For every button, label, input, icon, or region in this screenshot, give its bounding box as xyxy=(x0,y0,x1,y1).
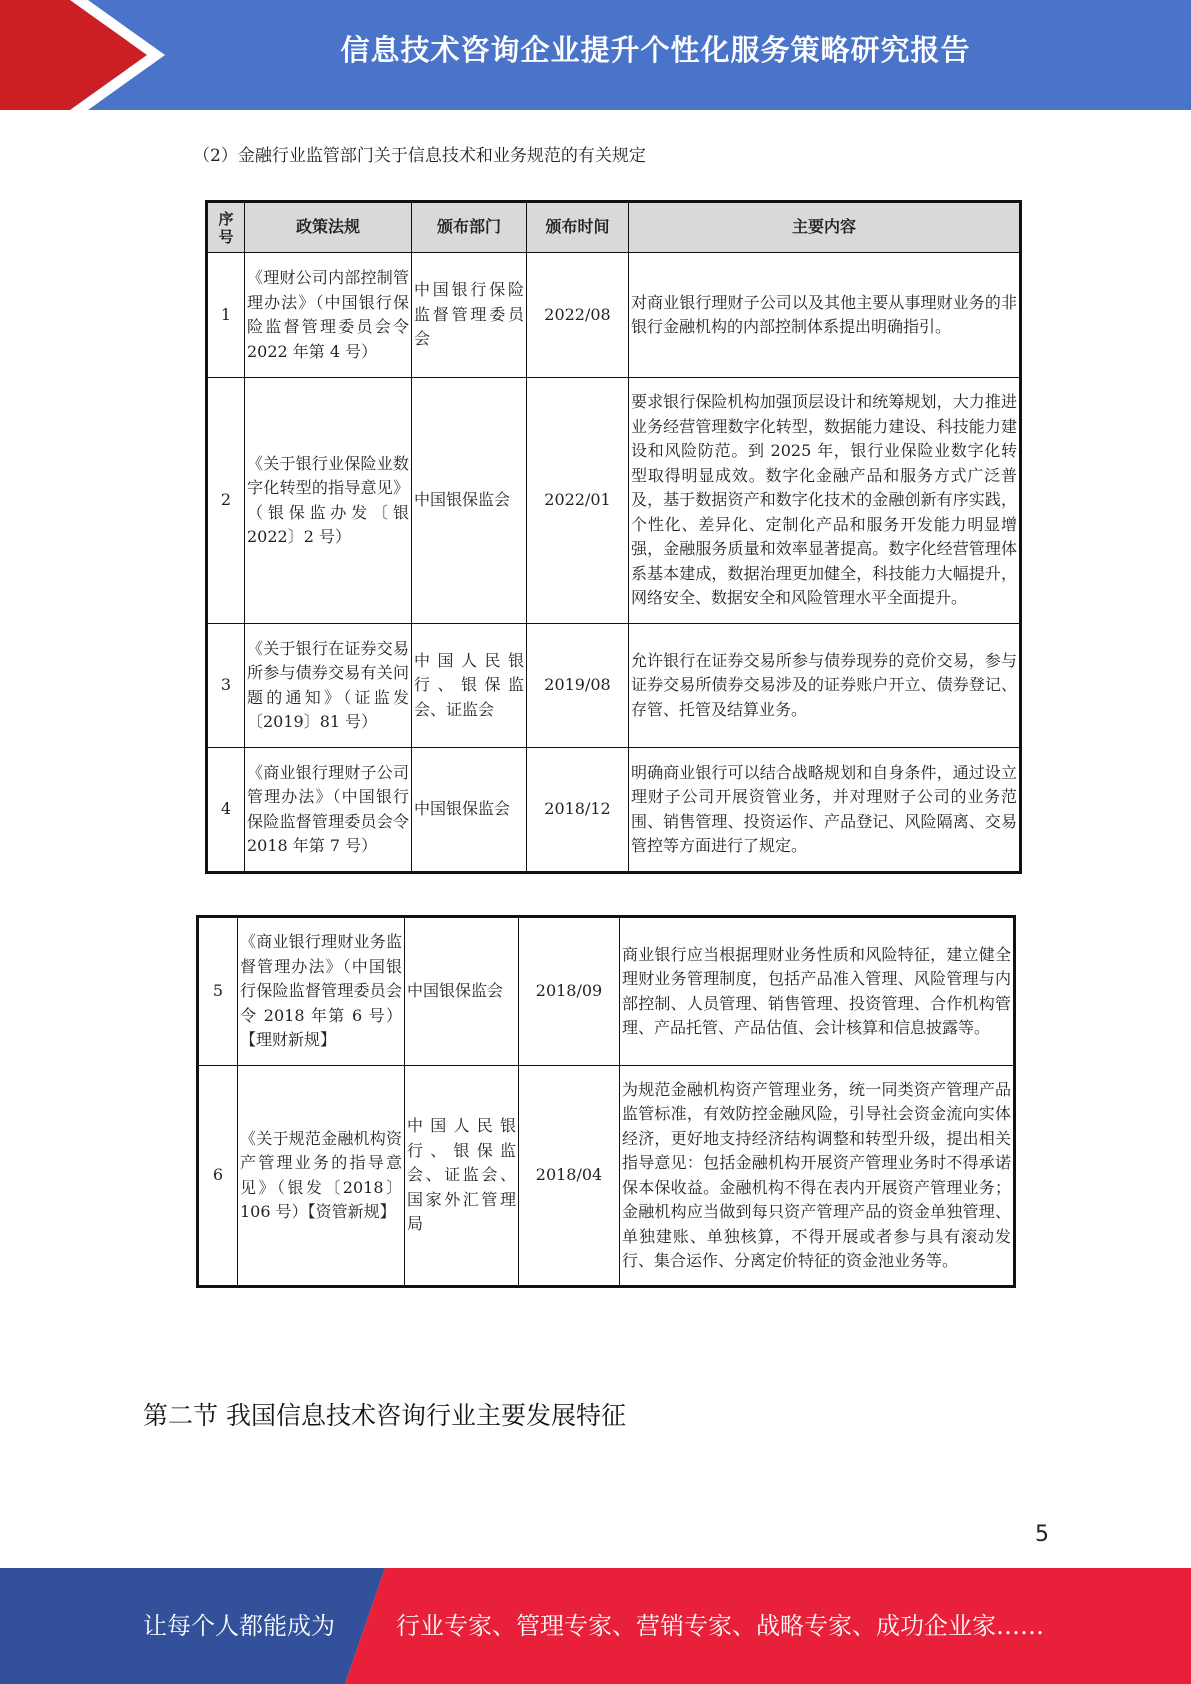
row-content: 商业银行应当根据理财业务性质和风险特征，建立健全理财业务管理制度，包括产品准入管理、风险管理与内部控制、人员管理、销售管理、投资管理、合作机构管理、产品托管、产品估值、会计核算和信息披露等。 xyxy=(620,917,1015,1066)
row-content: 为规范金融机构资产管理业务，统一同类资产管理产品监管标准，有效防控金融风险，引导社会资金流向实体经济，更好地支持经济结构调整和转型升级，提出相关指导意见：包括金融机构开展资产管理业务时不得承诺保本保收益。金融机构不得在表内开展资产管理业务；金融机构应当做到每只资产管理产品的资金单独管理、单独建账、单独核算，不得开展或者参与具有滚动发行、集合运作、分离定价特征的资金池业务等。 xyxy=(620,1066,1015,1287)
row-policy: 《关于银行在证券交易所参与债券交易有关问题的通知》（证监发〔2019〕81 号） xyxy=(245,624,412,748)
table-row xyxy=(207,378,1021,624)
footer-slogan-left: 让每个人都能成为 xyxy=(143,1612,335,1640)
report-title: 信息技术咨询企业提升个性化服务策略研究报告 xyxy=(340,33,971,67)
row-no: 5 xyxy=(198,917,238,1066)
col-header-content: 主要内容 xyxy=(629,202,1021,253)
table-row xyxy=(207,253,1021,378)
row-policy: 《商业银行理财业务监督管理办法》（中国银行保险监督管理委员会令 2018 年第 6 号）【理财新规】 xyxy=(238,917,405,1066)
row-policy: 《商业银行理财子公司管理办法》（中国银行保险监督管理委员会令 2018 年第 7 号） xyxy=(245,748,412,873)
row-content: 对商业银行理财子公司以及其他主要从事理财业务的非银行金融机构的内部控制体系提出明确指引。 xyxy=(629,253,1021,378)
row-date: 2018/04 xyxy=(519,1066,620,1287)
table-row xyxy=(198,1066,1015,1287)
row-no: 4 xyxy=(207,748,245,873)
row-date: 2019/08 xyxy=(527,624,629,748)
row-policy: 《关于银行业保险业数字化转型的指导意见》（银保监办发〔银 2022〕2 号） xyxy=(245,378,412,624)
row-date: 2018/12 xyxy=(527,748,629,873)
row-dept: 中国人民银行、银保监会、证监会 xyxy=(412,624,527,748)
section-heading: 第二节 我国信息技术咨询行业主要发展特征 xyxy=(143,1401,626,1430)
regulation-table-part1 xyxy=(205,200,1022,874)
row-content: 允许银行在证券交易所参与债券现券的竞价交易，参与证券交易所债券交易涉及的证券账户开立、债券登记、存管、托管及结算业务。 xyxy=(629,624,1021,748)
row-dept: 中国人民银行、银保监会、证监会、国家外汇管理局 xyxy=(405,1066,519,1287)
row-date: 2022/01 xyxy=(527,378,629,624)
row-dept: 中国银保监会 xyxy=(412,748,527,873)
col-header-no: 序号 xyxy=(207,202,245,253)
col-header-date: 颁布时间 xyxy=(527,202,629,253)
col-header-dept: 颁布部门 xyxy=(412,202,527,253)
table-header-row xyxy=(207,202,1021,253)
regulation-table-part2 xyxy=(196,915,1016,1288)
table-row xyxy=(198,917,1015,1066)
table-row xyxy=(207,624,1021,748)
table-row xyxy=(207,748,1021,873)
row-policy: 《理财公司内部控制管理办法》（中国银行保险监督管理委员会令 2022 年第 4 号） xyxy=(245,253,412,378)
footer-slogan-right: 行业专家、管理专家、营销专家、战略专家、成功企业家…… xyxy=(396,1612,1044,1640)
row-dept: 中国银保监会 xyxy=(405,917,519,1066)
header-banner xyxy=(0,0,1191,110)
row-date: 2018/09 xyxy=(519,917,620,1066)
row-dept: 中国银行保险监督管理委员会 xyxy=(412,253,527,378)
col-header-policy: 政策法规 xyxy=(245,202,412,253)
row-no: 3 xyxy=(207,624,245,748)
row-date: 2022/08 xyxy=(527,253,629,378)
row-policy: 《关于规范金融机构资产管理业务的指导意见》（银发〔2018〕106 号）【资管新规】 xyxy=(238,1066,405,1287)
row-content: 明确商业银行可以结合战略规划和自身条件，通过设立理财子公司开展资管业务，并对理财子公司的业务范围、销售管理、投资运作、产品登记、风险隔离、交易管控等方面进行了规定。 xyxy=(629,748,1021,873)
row-no: 1 xyxy=(207,253,245,378)
row-no: 2 xyxy=(207,378,245,624)
row-content: 要求银行保险机构加强顶层设计和统筹规划，大力推进业务经营管理数字化转型，数据能力建设、科技能力建设和风险防范。到 2025 年，银行业保险业数字化转型取得明显成效。数字化金融产品和服务方式广泛普及，基于数据资产和数字化技术的金融创新有序实践，个性化、差异化、定制化产品和服务开发能力明显增强，金融服务质量和效率显著提高。数字化经营管理体系基本建成，数据治理更加健全，科技能力大幅提升，网络安全、数据安全和风险管理水平全面提升。 xyxy=(629,378,1021,624)
page-number: 5 xyxy=(1035,1522,1049,1547)
row-no: 6 xyxy=(198,1066,238,1287)
footer-banner xyxy=(0,1568,1191,1684)
subsection-heading: （2）金融行业监管部门关于信息技术和业务规范的有关规定 xyxy=(193,146,646,166)
row-dept: 中国银保监会 xyxy=(412,378,527,624)
